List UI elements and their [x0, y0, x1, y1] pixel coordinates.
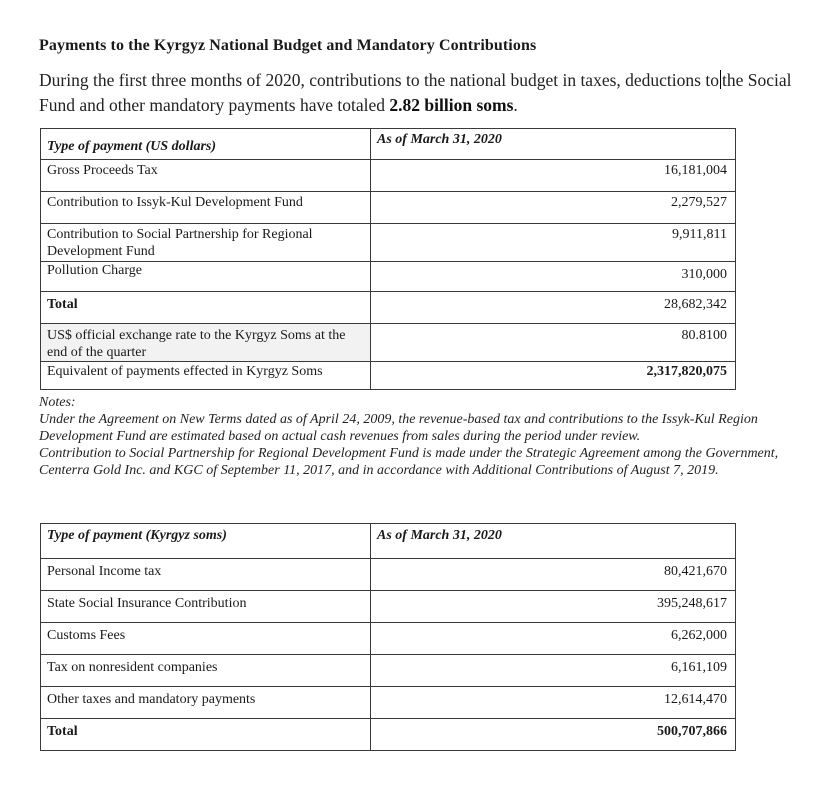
row-value: 6,161,109 — [371, 655, 736, 687]
intro-total-amount: 2.82 billion soms — [389, 95, 514, 115]
row-value: 16,181,004 — [371, 160, 736, 192]
table-row — [41, 655, 736, 687]
row-value: 2,279,527 — [371, 192, 736, 224]
table-row — [41, 687, 736, 719]
header-type-of-payment: Type of payment (Kyrgyz soms) — [41, 524, 371, 559]
row-value: 310,000 — [371, 262, 736, 292]
table-row — [41, 559, 736, 591]
table-row — [41, 160, 736, 192]
intro-text-middle: the Social Fund and other mandatory payments have totaled — [39, 70, 792, 115]
total-value: 28,682,342 — [371, 292, 736, 324]
table-row — [41, 623, 736, 655]
notes-section — [39, 394, 799, 479]
exchange-rate-row — [41, 324, 736, 362]
table-row — [41, 224, 736, 262]
row-label: Personal Income tax — [41, 559, 371, 591]
row-label: State Social Insurance Contribution — [41, 591, 371, 623]
header-as-of-date: As of March 31, 2020 — [371, 129, 736, 160]
row-label: Customs Fees — [41, 623, 371, 655]
table-row — [41, 591, 736, 623]
row-label: Gross Proceeds Tax — [41, 160, 371, 192]
table-total-row — [41, 719, 736, 751]
total-label: Total — [41, 292, 371, 324]
row-label: Equivalent of payments effected in Kyrgyz Soms — [41, 362, 371, 390]
row-value: 2,317,820,075 — [371, 362, 736, 390]
row-label: Tax on nonresident companies — [41, 655, 371, 687]
text-cursor — [720, 70, 721, 89]
row-label: Contribution to Social Partnership for Regional Development Fund — [41, 224, 371, 262]
usd-payments-table — [40, 128, 736, 390]
table-total-row — [41, 292, 736, 324]
table-row — [41, 192, 736, 224]
row-value: 80.8100 — [371, 324, 736, 362]
table-header-row — [41, 524, 736, 559]
table-row — [41, 262, 736, 292]
row-value: 6,262,000 — [371, 623, 736, 655]
page-heading: Payments to the Kyrgyz National Budget and Mandatory Contributions — [39, 37, 537, 54]
row-value: 80,421,670 — [371, 559, 736, 591]
header-as-of-date: As of March 31, 2020 — [371, 524, 736, 559]
intro-text-start: During the first three months of 2020, contributions to the national budget in taxes, deductions to — [39, 70, 719, 90]
table-header-row — [41, 129, 736, 160]
equivalent-soms-row — [41, 362, 736, 390]
row-label: Contribution to Issyk-Kul Development Fund — [41, 192, 371, 224]
header-type-of-payment: Type of payment (US dollars) — [41, 129, 371, 160]
total-value: 500,707,866 — [371, 719, 736, 751]
row-label: Pollution Charge — [41, 262, 371, 292]
kgs-payments-table — [40, 523, 736, 751]
notes-line-2: Contribution to Social Partnership for Regional Development Fund is made under the Strategic Agreement among the Government, Centerra Gold Inc. and KGC of September 11, 2017, and in accordance with Additional Contributions of August 7, 2019. — [39, 446, 779, 478]
row-label: Other taxes and mandatory payments — [41, 687, 371, 719]
notes-line-1: Under the Agreement on New Terms dated as of April 24, 2009, the revenue-based tax and contributions to the Issyk-Kul Region Development Fund are estimated based on actual cash revenues from sales during the period under review. — [39, 412, 758, 444]
row-value: 12,614,470 — [371, 687, 736, 719]
row-value: 395,248,617 — [371, 591, 736, 623]
notes-title: Notes: — [39, 395, 76, 410]
intro-paragraph — [39, 68, 799, 118]
intro-end: . — [513, 95, 518, 115]
row-label: US$ official exchange rate to the Kyrgyz Soms at the end of the quarter — [41, 324, 371, 362]
row-value: 9,911,811 — [371, 224, 736, 262]
total-label: Total — [41, 719, 371, 751]
